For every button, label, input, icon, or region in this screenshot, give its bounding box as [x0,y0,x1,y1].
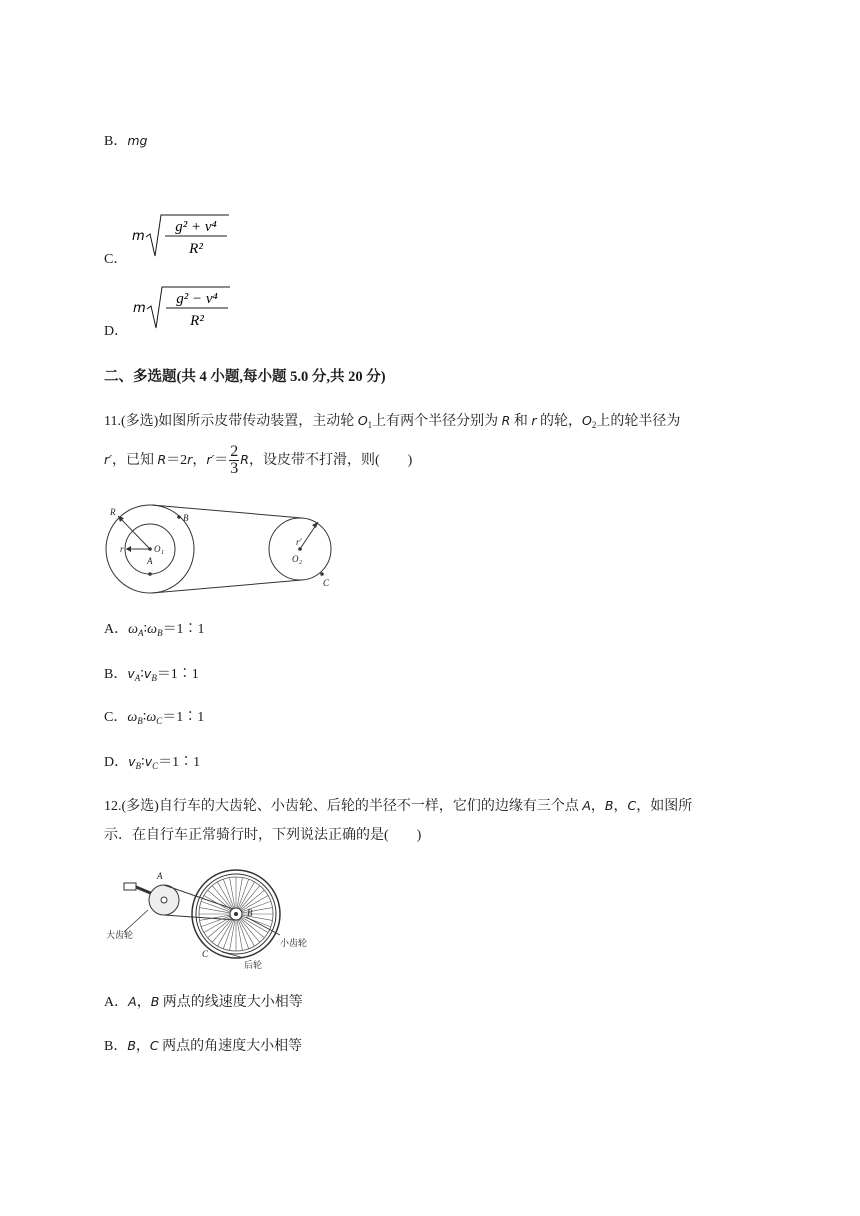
sqrt-fraction-minus [132,284,232,332]
expr-prefix: m [131,229,145,244]
question-11-line1: 11.(多选)如图所示皮带传动装置，主动轮 $O_1$上有两个半径分别为 R 和 r 的轮，$O_2$上的轮半径为 [104,413,681,430]
formula-sqrt-plus [131,212,231,267]
label-O2-sub: 2 [299,560,302,566]
option-11-a: A．$\omega_A∶\omega_B=1∶1$ [104,622,205,638]
option-12-b: B．B，C 两点的角速度大小相等 [104,1038,303,1054]
point-b [177,515,181,519]
option-10-d: D． m g² − v⁴ R² [104,292,232,336]
numerator: g² − v⁴ [175,291,218,307]
point-c [320,572,324,576]
option-11-c: C．$\omega_B∶\omega_C=1∶1$ [104,710,205,726]
belt-bottom [152,580,302,593]
fraction-two-thirds: $\frac{2}{3}$ [230,443,239,478]
label-rear-wheel: 后轮 [244,960,263,970]
option-10-b: B．mg [104,133,148,149]
label-B: B [247,908,253,918]
label-small-gear: 小齿轮 [280,938,308,948]
label-rprime: r′ [296,537,302,547]
belt-top [152,505,302,518]
label-r: r [120,544,124,554]
pedal [124,883,136,890]
point-a [148,572,152,576]
question-11-line2: r′，已知 R＝2r，r′＝ $\frac{2}{3}$ R，设皮带不打滑，则( ) [104,443,413,478]
question-12-line2: 示．在自行车正常骑行时，下列说法正确的是( ) [104,828,422,843]
denominator: R² [189,313,204,329]
bicycle-diagram [104,862,329,972]
belt-drive-diagram [100,500,345,600]
label-big-gear: 大齿轮 [106,930,134,940]
option-12-a: A．A，B 两点的线速度大小相等 [104,994,303,1010]
label-O1-sub: 1 [161,550,164,556]
label-O1: O [154,544,161,554]
expr-prefix: m [132,301,146,316]
section-heading: 二、多选题(共 4 小题,每小题 5.0 分,共 20 分) [104,369,386,385]
option-11-b: B．$v_A∶v_B=1∶1$ [104,666,199,683]
label-A: A [157,871,163,881]
option-10-c: C． m g² + v⁴ R² [104,220,231,264]
denominator: R² [189,241,203,257]
label-C: C [323,578,330,588]
label-O2: O [292,554,299,564]
sqrt-fraction-plus [131,212,231,260]
label-B: B [183,513,189,523]
formula-sqrt-minus [132,284,232,339]
label-C: C [202,949,209,959]
numerator: g² + v⁴ [175,219,217,235]
label-A: A [147,556,153,566]
question-12-line1: 12.(多选)自行车的大齿轮、小齿轮、后轮的半径不一样，它们的边缘有三个点 A，B，C，如图所 [104,798,693,814]
bicycle-figure [104,862,329,977]
option-11-d: D．$v_B∶v_C=1∶1$ [104,754,201,771]
label-R: R [110,507,116,517]
belt-drive-figure [100,500,345,605]
